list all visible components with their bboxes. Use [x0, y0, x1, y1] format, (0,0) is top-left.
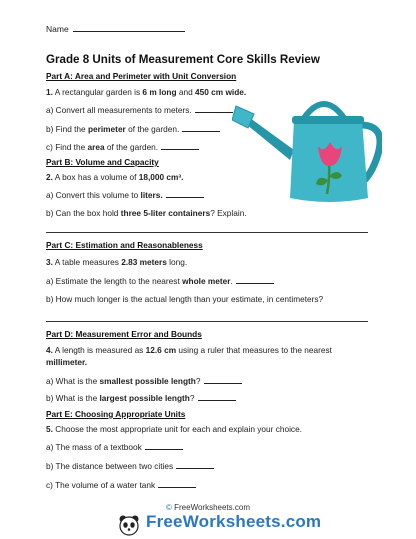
question-2a: [46, 190, 204, 200]
answer-blank[interactable]: [145, 442, 183, 450]
q5c-text: c) The volume of a water tank: [46, 480, 156, 490]
section-divider: [46, 321, 368, 322]
q2-number: 2.: [46, 172, 53, 182]
part-b-heading: Part B: Volume and Capacity: [46, 157, 159, 167]
footer-url[interactable]: [0, 503, 416, 512]
q1c-bold: area: [87, 142, 105, 152]
q4-measure: 12.6 cm: [145, 345, 177, 355]
q5a-text: a) The mass of a textbook: [46, 442, 142, 452]
part-c-heading: Part C: Estimation and Reasonableness: [46, 240, 203, 250]
question-5c: [46, 480, 196, 490]
question-1b: [46, 124, 220, 134]
q3a-post: .: [230, 276, 233, 286]
q1-text: A rectangular garden is: [54, 87, 143, 97]
question-5a: [46, 442, 183, 452]
q4-number: 4.: [46, 345, 53, 355]
q5b-text: b) The distance between two cities: [46, 461, 174, 471]
q3-post: long.: [166, 257, 188, 267]
answer-blank[interactable]: [236, 276, 274, 284]
q3a-text: a) Estimate the length to the nearest: [46, 276, 183, 286]
answer-blank[interactable]: [158, 480, 196, 488]
question-3a: [46, 276, 274, 286]
q4-text: A length is measured as: [54, 345, 146, 355]
question-3: [46, 257, 187, 267]
q3-text: A table measures: [54, 257, 122, 267]
answer-blank[interactable]: [198, 393, 236, 401]
answer-blank[interactable]: [204, 376, 242, 384]
question-1: [46, 87, 246, 97]
brand-name[interactable]: FreeWorksheets.com: [146, 512, 322, 531]
q4b-post: ?: [189, 393, 195, 403]
answer-blank[interactable]: [182, 124, 220, 132]
spout-shape: [246, 118, 294, 160]
q2-text: A box has a volume of: [54, 172, 139, 182]
top-handle: [304, 104, 344, 118]
q2b-post: ? Explain.: [210, 208, 247, 218]
name-label: Name: [46, 24, 69, 34]
q3-number: 3.: [46, 257, 53, 267]
part-e-heading: Part E: Choosing Appropriate Units: [46, 409, 186, 419]
q2-volume: 18,000 cm³: [138, 172, 182, 182]
q4-unit: millimeter: [46, 357, 85, 367]
answer-blank[interactable]: [161, 142, 199, 150]
q1-width: 450 cm wide: [195, 87, 244, 97]
page-title: Grade 8 Units of Measurement Core Skills Review: [46, 53, 320, 66]
question-1c: [46, 142, 199, 152]
q4-end: .: [84, 357, 88, 367]
q4a-text: a) What is the: [46, 376, 100, 386]
q2b-text: b) Can the box hold: [46, 208, 121, 218]
q1-number: 1.: [46, 87, 53, 97]
name-field[interactable]: [46, 23, 185, 34]
can-rim: [292, 116, 364, 124]
question-4: [46, 345, 332, 355]
copyright-icon: ©: [165, 503, 172, 512]
q1c-post: of the garden.: [104, 142, 159, 152]
q1b-text: b) Find the: [46, 124, 88, 134]
q3a-bold: whole meter: [182, 276, 231, 286]
question-2: [46, 172, 183, 182]
q4a-bold: smallest possible length: [99, 376, 196, 386]
question-5b: [46, 461, 214, 471]
answer-blank[interactable]: [176, 461, 214, 469]
q2b-bold: three 5-liter containers: [120, 208, 211, 218]
part-a-heading: Part A: Area and Perimeter with Unit Conversion: [46, 71, 237, 81]
q2a-bold: liters: [140, 190, 161, 200]
name-blank[interactable]: [73, 23, 185, 32]
q1-length: 6 m long: [142, 87, 177, 97]
question-3b: b) How much longer is the actual length than your estimate, in centimeters?: [46, 294, 324, 304]
answer-blank[interactable]: [195, 105, 233, 113]
question-4a: [46, 376, 242, 386]
q4b-text: b) What is the: [46, 393, 100, 403]
q4b-bold: largest possible length: [99, 393, 190, 403]
q2a-text: a) Convert this volume to: [46, 190, 141, 200]
q1-and: and: [176, 87, 196, 97]
question-4-line2: [46, 357, 87, 367]
panda-logo-icon: [118, 514, 140, 536]
question-1a: [46, 105, 233, 115]
part-d-heading: Part D: Measurement Error and Bounds: [46, 329, 202, 339]
q1a-text: a) Convert all measurements to meters.: [46, 105, 192, 115]
question-4b: [46, 393, 236, 403]
q2-end: .: [181, 172, 184, 182]
q1-end: .: [243, 87, 247, 97]
q1c-text: c) Find the: [46, 142, 88, 152]
question-2b: [46, 208, 247, 218]
q4-post: using a ruler that measures to the nearest: [176, 345, 332, 355]
q5-number: 5.: [46, 424, 53, 434]
q1b-post: of the garden.: [125, 124, 180, 134]
answer-blank[interactable]: [166, 190, 204, 198]
q5-text: Choose the most appropriate unit for each and explain your choice.: [55, 424, 302, 434]
q4a-post: ?: [195, 376, 201, 386]
section-divider: [46, 232, 368, 233]
q2a-post: .: [160, 190, 163, 200]
q1b-bold: perimeter: [87, 124, 126, 134]
q3-length: 2.83 meters: [121, 257, 167, 267]
watering-can-illustration: [232, 80, 382, 205]
question-5: [46, 424, 302, 434]
footer-url-text: FreeWorksheets.com: [174, 503, 250, 512]
